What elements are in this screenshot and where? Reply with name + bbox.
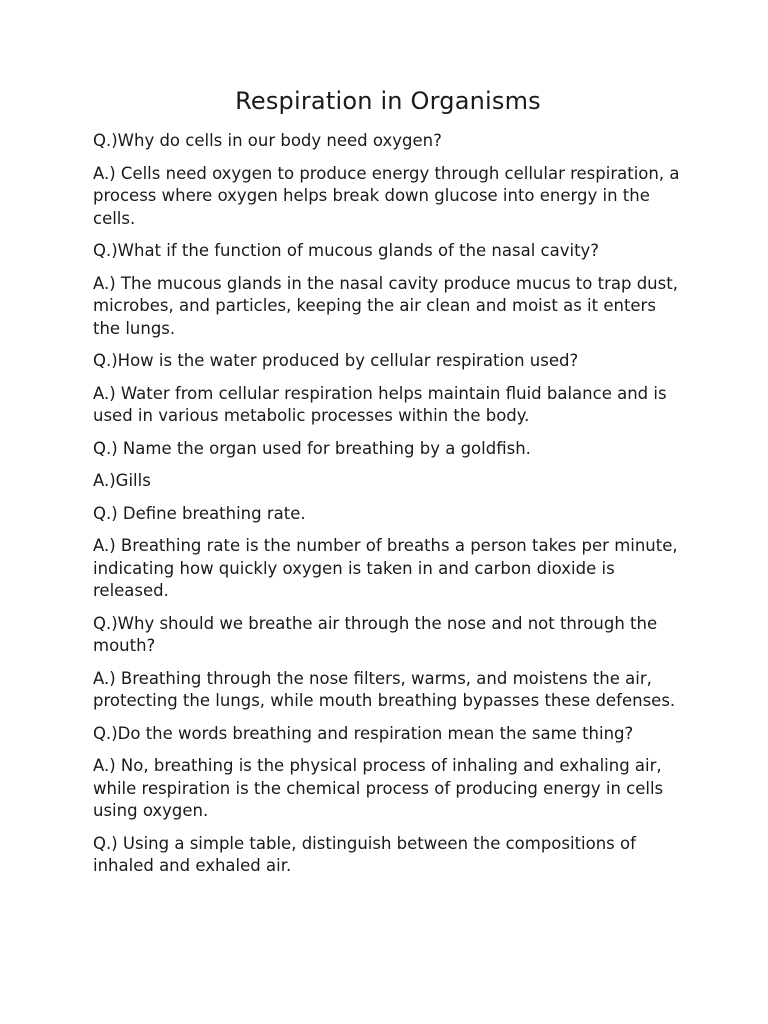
answer-5: A.) Breathing rate is the number of breaths a person takes per minute, indicating how quickly oxygen is taken in and carbon dioxide is released. xyxy=(93,536,678,600)
answer-6: A.) Breathing through the nose filters, warms, and moistens the air, protecting the lungs, while mouth breathing bypasses these defenses. xyxy=(93,668,676,710)
question-8: Q.) Using a simple table, distinguish between the compositions of inhaled and exhaled air. xyxy=(93,833,636,875)
answer-1: A.) Cells need oxygen to produce energy through cellular respiration, a process where oxygen helps break down glucose into energy in the cells. xyxy=(93,163,680,228)
question-7: Q.)Do the words breathing and respiration mean the same thing? xyxy=(93,723,634,743)
question-3: Q.)How is the water produced by cellular respiration used? xyxy=(93,351,579,370)
question-6: Q.)Why should we breathe air through the nose and not through the mouth? xyxy=(93,613,658,655)
question-2: Q.)What if the function of mucous glands of the nasal cavity? xyxy=(93,241,600,260)
question-5: Q.) Define breathing rate. xyxy=(93,503,306,523)
page-title: Respiration in Organisms xyxy=(235,87,541,115)
answer-7: A.) No, breathing is the physical process of inhaling and exhaling air, while respiration is the chemical process of producing energy in cells using oxygen. xyxy=(93,756,664,820)
question-1: Q.)Why do cells in our body need oxygen? xyxy=(93,131,442,150)
answer-4: A.)Gills xyxy=(93,471,151,490)
answer-3: A.) Water from cellular respiration helps maintain fluid balance and is used in various metabolic processes within the body. xyxy=(93,383,667,425)
question-4: Q.) Name the organ used for breathing by a goldfish. xyxy=(93,438,531,458)
document-page xyxy=(93,86,683,888)
answer-2: A.) The mucous glands in the nasal cavity produce mucus to trap dust, microbes, and particles, keeping the air clean and moist as it enters the lungs. xyxy=(93,273,678,338)
